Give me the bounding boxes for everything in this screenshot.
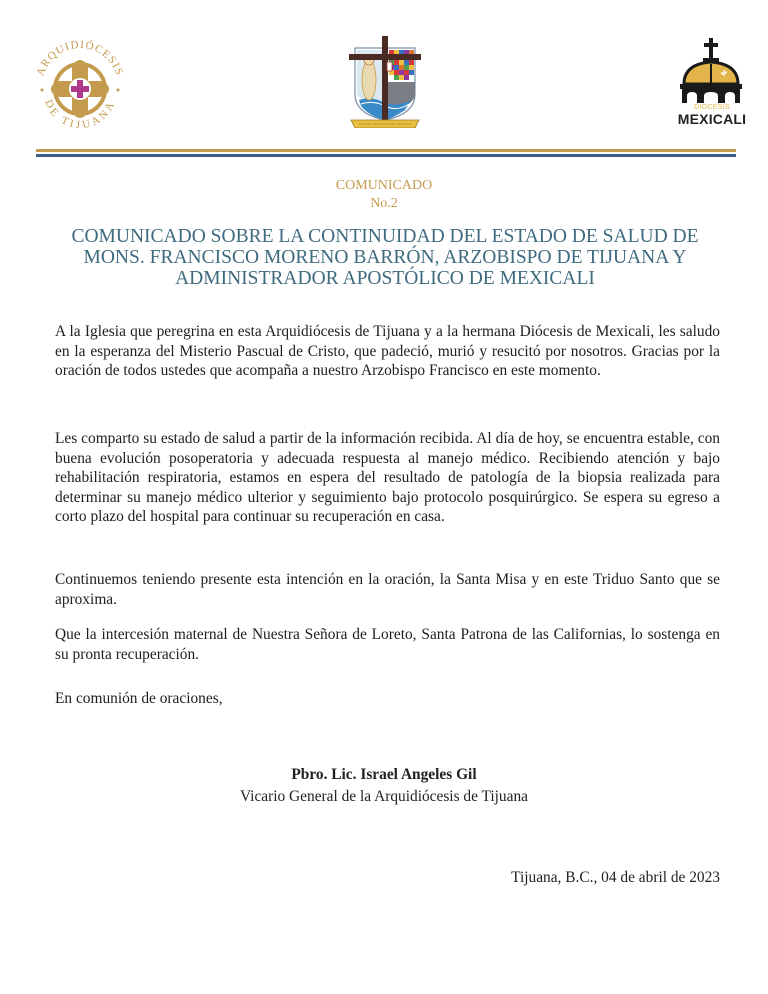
paragraph-greeting: A la Iglesia que peregrina en esta Arquidiócesis de Tijuana y a la hermana Diócesis de Mexicali, les saludo en la esperanza del Misterio Pascual de Cristo, que padeció, murió y resucitó por nosotros. Gracias por la oración de todos ustedes que acompaña a nuestro Arzobispo Francisco en este momento. [55, 323, 720, 379]
signature-role: Vicario General de la Arquidiócesis de Tijuana [239, 788, 528, 805]
document-kicker: COMUNICADO [335, 178, 433, 193]
arquidiocesis-emblem-icon [28, 34, 132, 138]
ring-text-bottom: DE TIJUANA [42, 97, 118, 132]
header-rule-blue [36, 154, 736, 157]
title-line: MONS. FRANCISCO MORENO BARRÓN, ARZOBISPO DE TIJUANA Y [83, 247, 687, 268]
ring-text-top: ARQUIDIÓCESIS [34, 38, 126, 78]
arquidiocesis-tijuana-logo [28, 34, 132, 138]
signature-name: Pbro. Lic. Israel Angeles Gil [291, 766, 477, 783]
paragraph-closing: En comunión de oraciones, [55, 690, 223, 707]
tijuana-coat-of-arms [345, 36, 425, 128]
place-date: Tijuana, B.C., 04 de abril de 2023 [511, 869, 720, 886]
mexicali-label: MEXICALI [677, 111, 747, 127]
header-rule-gold [36, 149, 736, 152]
document-number: No.2 [370, 196, 398, 211]
paragraph-intercession: Que la intercesión maternal de Nuestra Señora de Loreto, Santa Patrona de las Californias, lo sostenga en su pronta recuperación. [55, 626, 720, 663]
paragraph-health-status: Les comparto su estado de salud a partir de la información recibida. Al día de hoy, se encuentra estable, con buena evolución posoperatoria y adecuada respuesta al manejo médico. Recibiendo atención y bajo rehabilitación respiratoria, estamos en espera del resultado de patología de la biopsia realizada para determinar su manejo médico ulterior y seguimiento bajo protocolo posquirúrgico. Se espera su egreso a corto plazo del hospital para continuar su recuperación en casa. [55, 430, 720, 525]
coat-of-arms-icon [345, 36, 425, 128]
dome-cross-icon [676, 38, 748, 104]
title-line: ADMINISTRADOR APOSTÓLICO DE MEXICALI [175, 268, 595, 289]
diocesis-label: DIÓCESIS [694, 104, 730, 111]
diocesis-mexicali-logo [676, 38, 748, 130]
title-line: COMUNICADO SOBRE LA CONTINUIDAD DEL ESTADO DE SALUD DE [71, 226, 699, 247]
document-title [60, 226, 710, 289]
paragraph-prayer-request: Continuemos teniendo presente esta intención en la oración, la Santa Misa y en este Triduo Santo que se aproxima. [55, 571, 720, 608]
